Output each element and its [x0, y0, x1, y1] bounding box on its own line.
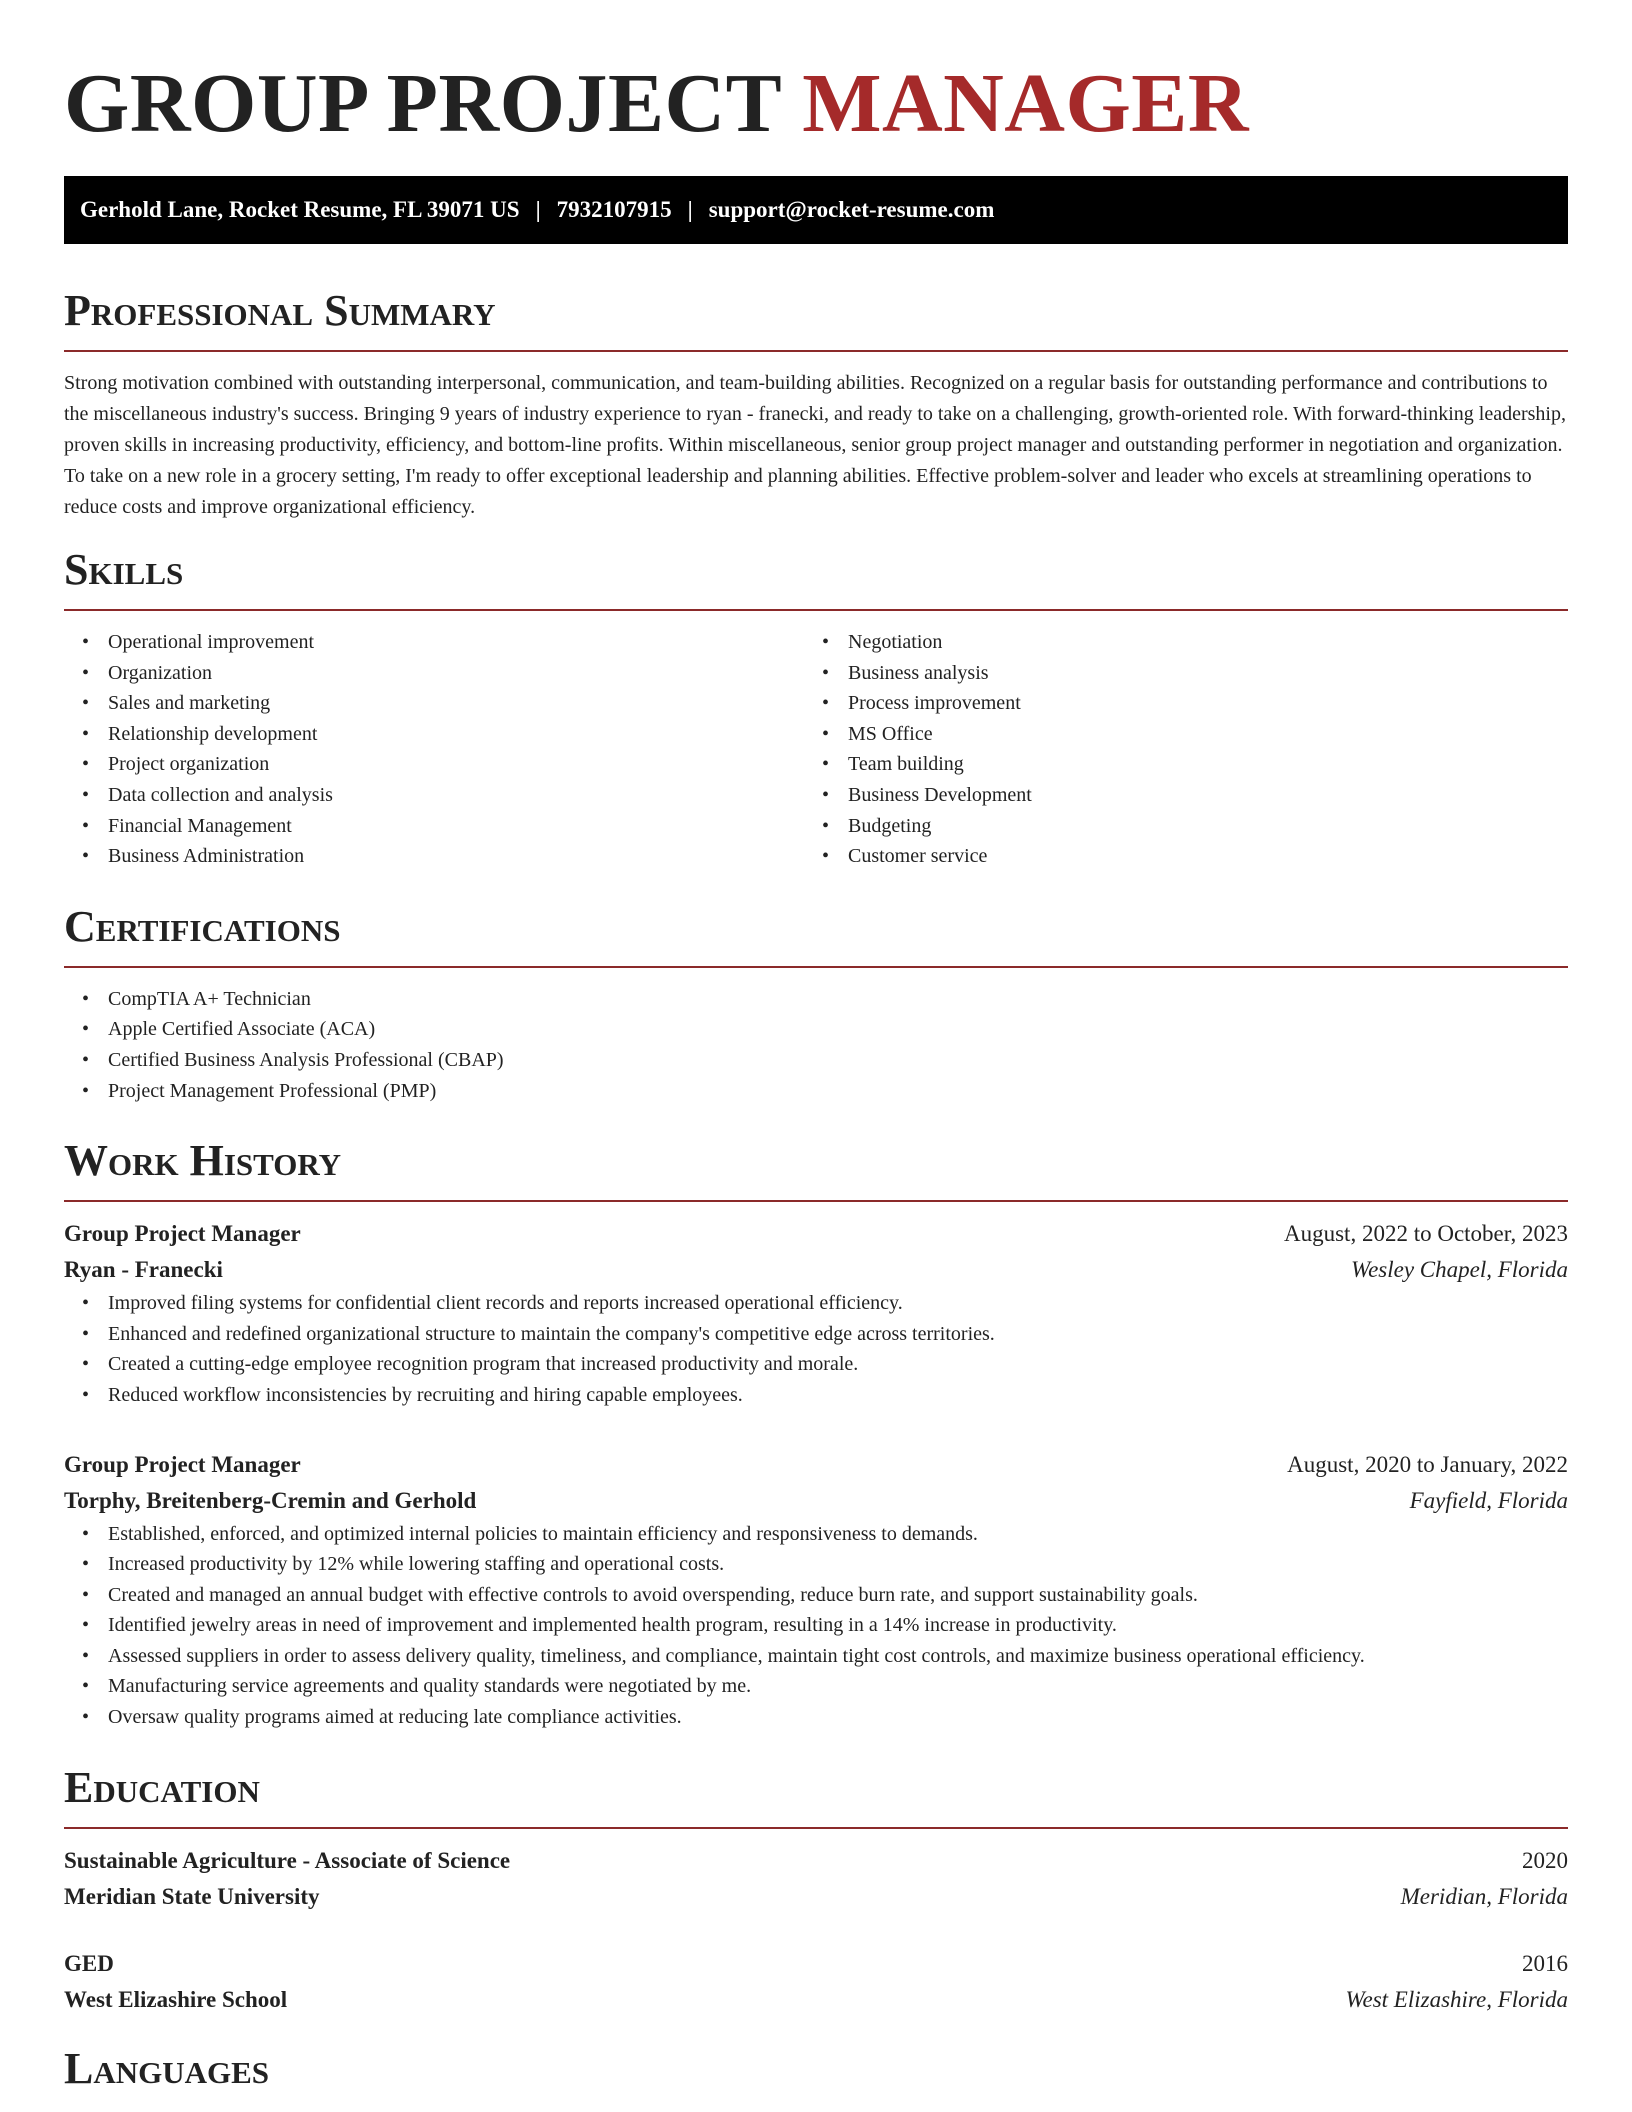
job-company-row	[64, 1483, 1568, 1519]
section-divider	[64, 350, 1568, 352]
certification-item: • CompTIA A+ Technician	[64, 984, 1568, 1015]
education-school-row	[64, 1879, 1568, 1915]
education-degree-row	[64, 1843, 1568, 1879]
job-dates: August, 2022 to October, 2023	[1284, 1221, 1568, 1247]
work-history-section	[64, 1134, 1568, 1733]
job-header-row	[64, 1447, 1568, 1483]
skill-item: • Data collection and analysis	[64, 780, 804, 811]
education-degree: GED	[64, 1950, 114, 1976]
contact-bar	[64, 176, 1568, 244]
job-bullet: • Established, enforced, and optimized internal policies to maintain efficiency and responsiveness to demands.	[64, 1519, 1568, 1550]
skills-section	[64, 543, 1568, 872]
skill-item: • Budgeting	[804, 811, 1568, 842]
skill-item: • Customer service	[804, 841, 1568, 872]
skill-item: • Organization	[64, 658, 804, 689]
title-accent: MANAGER	[802, 57, 1249, 150]
skill-item: • Relationship development	[64, 719, 804, 750]
education-school: West Elizashire School	[64, 1986, 288, 2012]
section-heading-education: Education	[64, 1762, 260, 1812]
job-bullet: • Created a cutting-edge employee recognition program that increased productivity and morale.	[64, 1349, 1568, 1380]
certifications-list	[64, 984, 1568, 1106]
job-bullet: • Improved filing systems for confidential client records and reports increased operational efficiency.	[64, 1288, 1568, 1319]
job-bullet: • Identified jewelry areas in need of improvement and implemented health program, resulting in a 14% increase in productivity.	[64, 1610, 1568, 1641]
certification-item: • Apple Certified Associate (ACA)	[64, 1014, 1568, 1045]
section-divider	[64, 1827, 1568, 1829]
job-bullet: • Reduced workflow inconsistencies by recruiting and hiring capable employees.	[64, 1380, 1568, 1411]
skills-grid	[64, 627, 1568, 872]
certification-item: • Certified Business Analysis Professional (CBAP)	[64, 1045, 1568, 1076]
job-title: Group Project Manager	[64, 1451, 301, 1477]
job-bullet: • Enhanced and redefined organizational structure to maintain the company's competitive edge across territories.	[64, 1319, 1568, 1350]
job-bullet: • Oversaw quality programs aimed at reducing late compliance activities.	[64, 1702, 1568, 1733]
skill-item: • Business Development	[804, 780, 1568, 811]
contact-email: support@rocket-resume.com	[708, 197, 995, 222]
certification-item: • Project Management Professional (PMP)	[64, 1076, 1568, 1107]
contact-phone: 7932107915	[556, 197, 672, 222]
job-location: Fayfield, Florida	[1409, 1487, 1568, 1513]
job-header-row	[64, 1216, 1568, 1252]
job-bullet: • Increased productivity by 12% while lowering staffing and operational costs.	[64, 1549, 1568, 1580]
skills-list-left	[64, 627, 804, 872]
languages-section	[64, 2042, 1568, 2096]
job-bullet: • Manufacturing service agreements and quality standards were negotiated by me.	[64, 1671, 1568, 1702]
skill-item: • Negotiation	[804, 627, 1568, 658]
education-degree-row	[64, 1946, 1568, 1982]
certifications-section	[64, 900, 1568, 1106]
job-entry	[64, 1447, 1568, 1733]
skills-list-right	[804, 627, 1568, 872]
contact-separator: |	[687, 197, 693, 222]
education-year: 2020	[1522, 1847, 1568, 1873]
contact-address: Gerhold Lane, Rocket Resume, FL 39071 US	[80, 197, 520, 222]
job-company-row	[64, 1252, 1568, 1288]
job-location: Wesley Chapel, Florida	[1351, 1257, 1568, 1283]
job-bullet: • Created and managed an annual budget with effective controls to avoid overspending, reduce burn rate, and support sustainability goals.	[64, 1580, 1568, 1611]
section-heading-languages: Languages	[64, 2043, 270, 2093]
education-entry	[64, 1946, 1568, 2018]
resume-title	[64, 0, 1568, 154]
education-school-row	[64, 1982, 1568, 2018]
section-heading-certifications: Certifications	[64, 901, 341, 951]
job-entry	[64, 1216, 1568, 1410]
skill-item: • Operational improvement	[64, 627, 804, 658]
skill-item: • Business analysis	[804, 658, 1568, 689]
education-entry	[64, 1843, 1568, 1915]
education-location: Meridian, Florida	[1400, 1883, 1568, 1909]
education-section	[64, 1761, 1568, 2018]
job-dates: August, 2020 to January, 2022	[1287, 1451, 1568, 1477]
skill-item: • Process improvement	[804, 688, 1568, 719]
job-bullets	[64, 1288, 1568, 1410]
skill-item: • Project organization	[64, 749, 804, 780]
job-bullets	[64, 1519, 1568, 1733]
contact-separator: |	[535, 197, 541, 222]
job-title: Group Project Manager	[64, 1221, 301, 1247]
education-degree: Sustainable Agriculture - Associate of Science	[64, 1847, 511, 1873]
education-school: Meridian State University	[64, 1883, 320, 1909]
job-company: Torphy, Breitenberg-Cremin and Gerhold	[64, 1487, 477, 1513]
section-heading-summary: Professional Summary	[64, 286, 496, 335]
education-year: 2016	[1522, 1950, 1568, 1976]
section-heading-skills: Skills	[64, 545, 184, 594]
skill-item: • Business Administration	[64, 841, 804, 872]
job-company: Ryan - Franecki	[64, 1257, 223, 1283]
summary-section	[64, 284, 1568, 523]
section-divider	[64, 1200, 1568, 1202]
education-location: West Elizashire, Florida	[1345, 1986, 1568, 2012]
skill-item: • Sales and marketing	[64, 688, 804, 719]
skill-item: • Team building	[804, 749, 1568, 780]
title-main: GROUP PROJECT	[64, 57, 781, 150]
skill-item: • MS Office	[804, 719, 1568, 750]
job-bullet: • Assessed suppliers in order to assess delivery quality, timeliness, and compliance, maintain tight cost controls, and maximize business operational efficiency.	[64, 1641, 1568, 1672]
section-divider	[64, 966, 1568, 968]
section-heading-work-history: Work History	[64, 1136, 342, 1186]
skill-item: • Financial Management	[64, 811, 804, 842]
section-divider	[64, 609, 1568, 611]
summary-text: Strong motivation combined with outstanding interpersonal, communication, and team-building abilities. Recognized on a regular basis for outstanding performance and contributions to the miscellaneous industry's success. Bringing 9 years of industry experience to ryan - franecki, and ready to take on a challenging, growth-oriented role. With forward-thinking leadership, proven skills in increasing productivity, efficiency, and bottom-line profits. Within miscellaneous, senior group project manager and outstanding performer in negotiation and organization. To take on a new role in a grocery setting, I'm ready to offer exceptional leadership and planning abilities. Effective problem-solver and leader who excels at streamlining operations to reduce costs and improve organizational efficiency.	[64, 372, 1566, 518]
